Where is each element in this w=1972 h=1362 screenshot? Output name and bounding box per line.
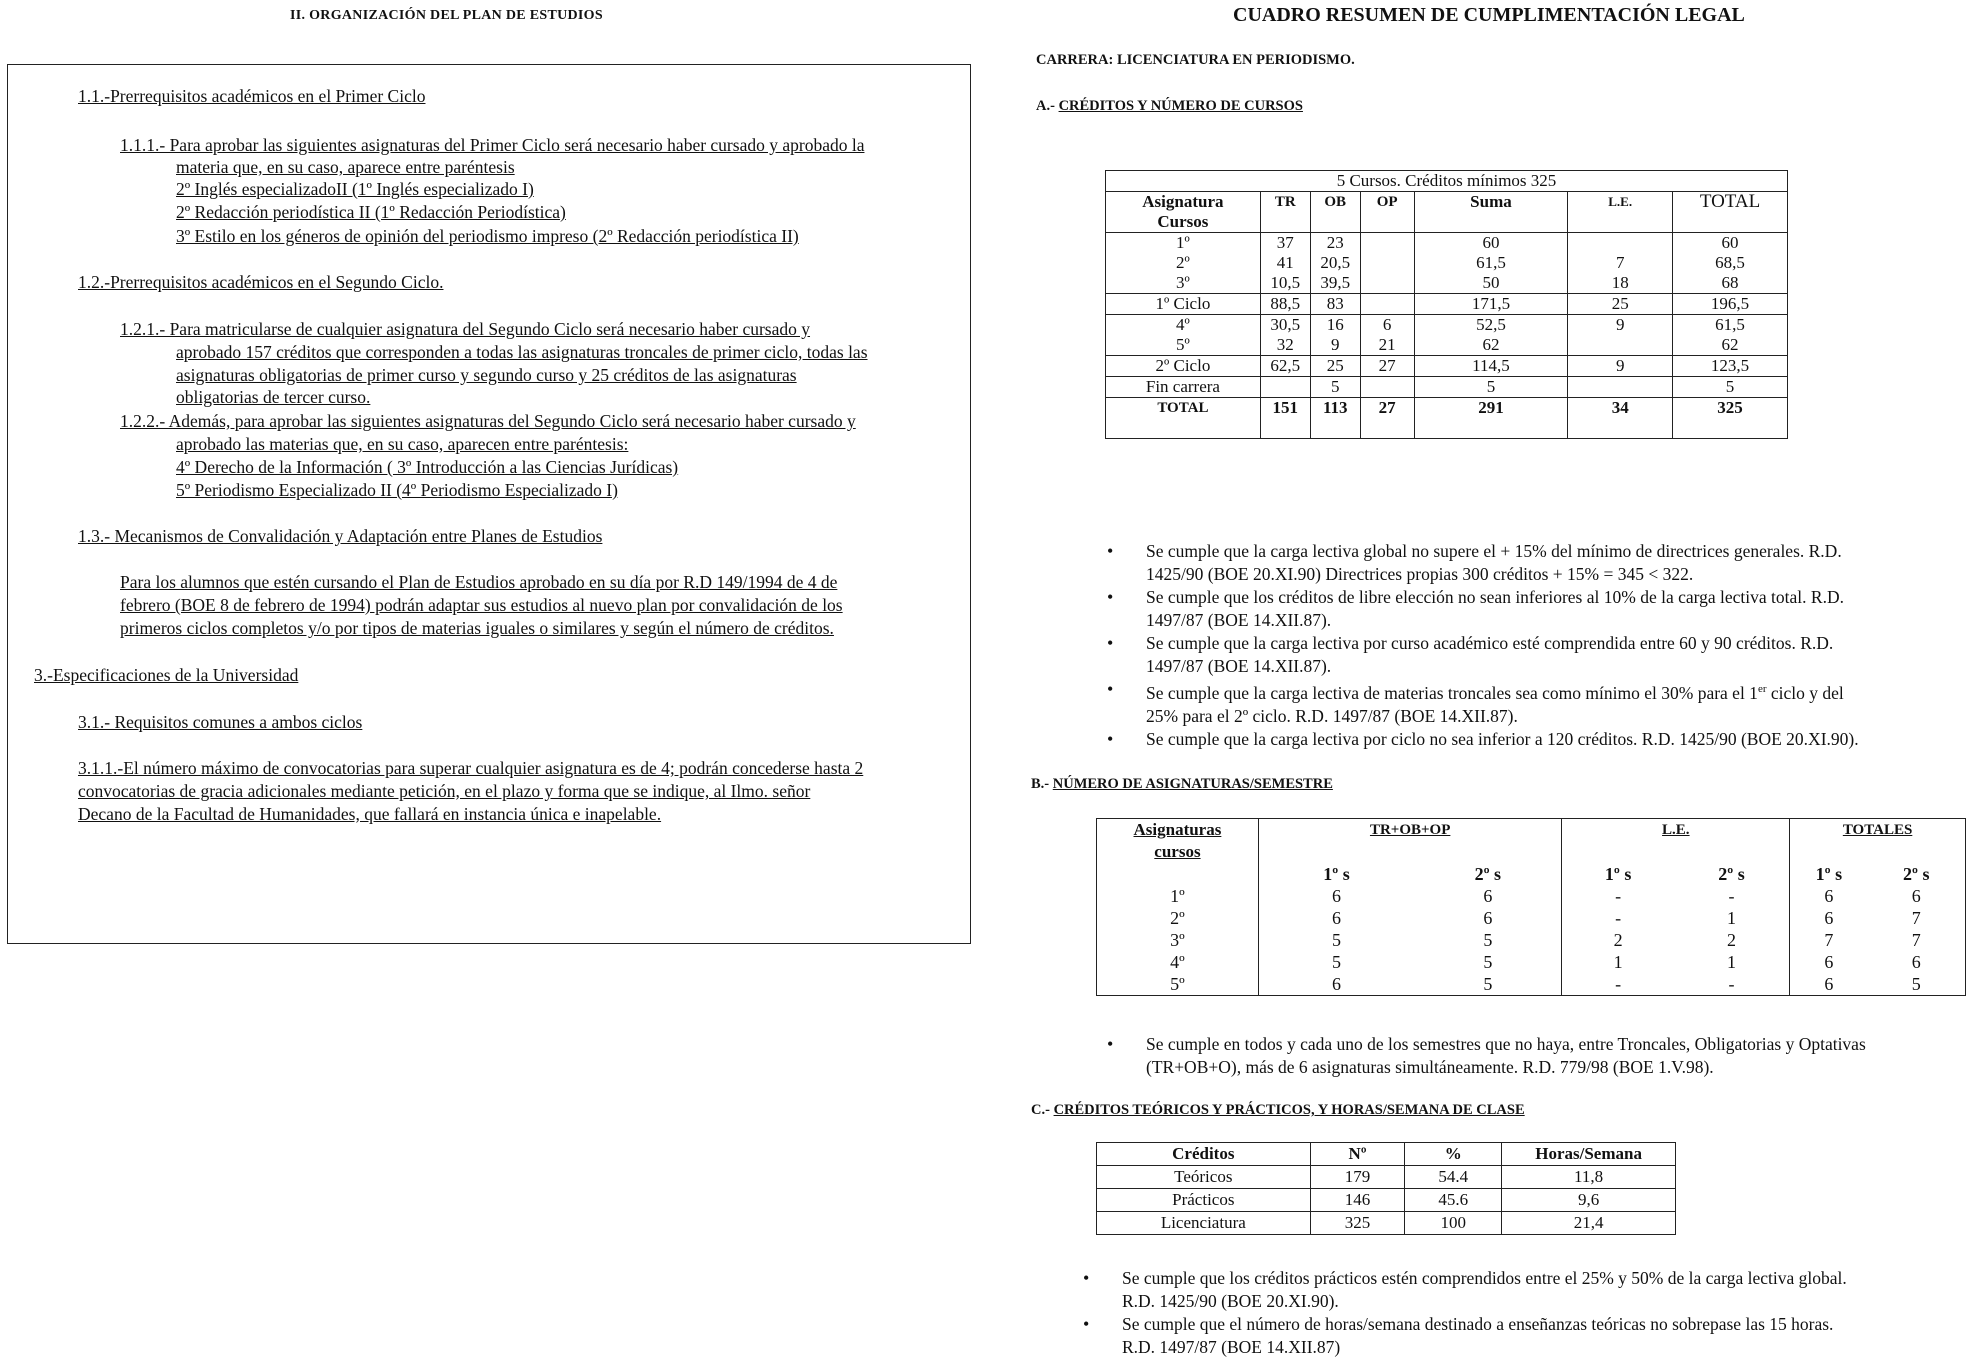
table-b-sem1: 1º s (1258, 863, 1414, 885)
table-row: Fin carrera 5 5 5 (1106, 377, 1788, 398)
section-c-bullets (1083, 1267, 1968, 1359)
right-page-title: CUADRO RESUMEN DE CUMPLIMENTACIÓN LEGAL (1233, 4, 1745, 26)
table-a-header-ob: OB (1310, 192, 1360, 233)
section-a-heading (1036, 98, 1303, 115)
table-a-header-le: L.E. (1568, 192, 1673, 233)
table-row: 2º Ciclo 62,5 25 27 114,5 9 123,5 (1106, 356, 1788, 377)
section-b-title: NÚMERO DE ASIGNATURAS/SEMESTRE (1052, 776, 1333, 792)
theory-practice-table (1096, 1142, 1676, 1235)
table-b-header-cursos: cursos (1154, 842, 1201, 861)
table-b-sem2: 2º s (1903, 864, 1930, 884)
section-1-3-line1: Para los alumnos que estén cursando el Plan de Estudios aprobado en su día por R.D 149/1994 de 4 de (120, 572, 838, 592)
section-1-3-heading: 1.3.- Mecanismos de Convalidación y Adaptación entre Planes de Estudios (78, 526, 603, 546)
table-row: Licenciatura 325 100 21,4 (1097, 1212, 1676, 1235)
table-row: 5º 6 5 - - 6 5 (1170, 974, 1921, 994)
section-a-prefix: A.- (1036, 98, 1059, 114)
section-1-3-line2: febrero (BOE 8 de febrero de 1994) podrán adaptar sus estudios al nuevo plan por convalidación de los (120, 595, 843, 615)
section-1-1-heading: 1.1.-Prerrequisitos académicos en el Primer Ciclo (78, 86, 426, 106)
credits-courses-table (1105, 170, 1788, 439)
table-row: 2º 41 20,5 61,5 7 68,5 (1106, 253, 1788, 273)
prereq-item: 2º Redacción periodística II (1º Redacción Periodística) (176, 202, 566, 222)
list-item: • Se cumple que los créditos prácticos estén comprendidos entre el 25% y 50% de la carga lectiva global. R.D. 1425/90 (BOE 20.XI.90). (1083, 1267, 1968, 1313)
carrera-line (1036, 52, 1355, 69)
table-row-total: TOTAL 151 113 27 291 34 325 (1106, 398, 1788, 439)
section-b-bullets (1107, 1033, 1967, 1079)
section-1-2-1-line1: 1.2.1.- Para matricularse de cualquier asignatura del Segundo Ciclo será necesario haber cursado y (120, 319, 811, 339)
section-b-heading (1031, 776, 1333, 793)
section-1-2-1-line3: asignaturas obligatorias de primer curso y segundo curso y 25 créditos de las asignaturas (176, 365, 797, 385)
table-row: 2º 6 6 - 1 6 7 (1170, 908, 1921, 928)
table-c-header-pct: % (1405, 1143, 1502, 1166)
subjects-semester-table (1096, 818, 1966, 996)
table-a-caption: 5 Cursos. Créditos mínimos 325 (1106, 171, 1788, 192)
section-3-heading: 3.-Especificaciones de la Universidad (34, 665, 299, 685)
table-a-header-suma: Suma (1414, 192, 1568, 233)
section-c-title: CRÉDITOS TEÓRICOS Y PRÁCTICOS, Y HORAS/SEMANA DE CLASE (1053, 1102, 1525, 1118)
table-row: Teóricos 179 54.4 11,8 (1097, 1166, 1676, 1189)
prereq-item: 4º Derecho de la Información ( 3º Introducción a las Ciencias Jurídicas) (176, 457, 679, 477)
carrera-value: LICENCIATURA EN PERIODISMO. (1116, 52, 1355, 68)
table-c-header-horas: Horas/Semana (1502, 1143, 1676, 1166)
table-b-sem1: 1º s (1562, 863, 1674, 885)
table-b-header-totales: TOTALES (1790, 819, 1966, 842)
prereq-item: 5º Periodismo Especializado II (4º Periodismo Especializado I) (176, 480, 618, 500)
prereq-item: 3º Estilo en los géneros de opinión del periodismo impreso (2º Redacción periodística II) (176, 226, 799, 246)
table-row: 3º 10,5 39,5 50 18 68 (1106, 273, 1788, 294)
list-item: • Se cumple que la carga lectiva global no supere el + 15% del mínimo de directrices generales. R.D. 1425/90 (BOE 20.XI.90) Directrices propias 300 créditos + 15% = 345 < 322. (1107, 540, 1967, 586)
section-b-prefix: B.- (1031, 776, 1053, 792)
table-row: 1º 6 6 - - 6 6 (1170, 886, 1921, 906)
section-1-2-2-line1: 1.2.2.- Además, para aprobar las siguientes asignaturas del Segundo Ciclo será necesario haber cursado y (120, 411, 856, 431)
list-item: • Se cumple que los créditos de libre elección no sean inferiores al 10% de la carga lectiva total. R.D. 1497/87 (BOE 14.XII.87). (1107, 586, 1967, 632)
section-1-1-1-line2: materia que, en su caso, aparece entre paréntesis (176, 157, 515, 177)
table-b-sem2: 2º s (1474, 864, 1502, 884)
list-item: • Se cumple que la carga lectiva por ciclo no sea inferior a 120 créditos. R.D. 1425/90 (BOE 20.XI.90). (1107, 728, 1967, 751)
section-3-1-1-line2: convocatorias de gracia adicionales mediante petición, en el plazo y forma que se indique, al Ilmo. señor (78, 781, 811, 801)
table-row: Prácticos 146 45.6 9,6 (1097, 1189, 1676, 1212)
table-b-sem2: 2º s (1718, 864, 1745, 884)
table-a-header-op: OP (1360, 192, 1414, 233)
section-1-2-heading: 1.2.-Prerrequisitos académicos en el Segundo Ciclo. (78, 272, 444, 292)
section-c-prefix: C.- (1031, 1102, 1054, 1118)
section-1-2-1-line2: aprobado 157 créditos que corresponden a todas las asignaturas troncales de primer ciclo, todas las (176, 342, 868, 362)
section-1-1-1-line1: 1.1.1.- Para aprobar las siguientes asignaturas del Primer Ciclo será necesario haber cursado y aprobado la (120, 135, 865, 155)
table-row: 1º Ciclo 88,5 83 171,5 25 196,5 (1106, 294, 1788, 315)
table-a-header-total: TOTAL (1673, 192, 1788, 233)
table-b-header-asignaturas: Asignaturas (1133, 820, 1222, 839)
table-a-header-tr: TR (1260, 192, 1310, 233)
table-row: 4º 5 5 1 1 6 6 (1170, 952, 1921, 972)
section-3-1-1-line1: 3.1.1.-El número máximo de convocatorias para superar cualquier asignatura es de 4; podrán concederse hasta 2 (78, 758, 864, 778)
table-a-header-asignatura: Asignatura Cursos (1106, 192, 1261, 233)
section-a-title: CRÉDITOS Y NÚMERO DE CURSOS (1058, 98, 1303, 114)
list-item: • Se cumple que la carga lectiva de materias troncales sea como mínimo el 30% para el 1er ciclo y del 25% para el 2º ciclo. R.D. 1497/87 (BOE 14.XII.87). (1107, 678, 1967, 728)
section-1-3-line3: primeros ciclos completos y/o por tipos de materias iguales o similares y según el número de créditos. (120, 618, 834, 638)
section-3-1-heading: 3.1.- Requisitos comunes a ambos ciclos (78, 712, 363, 732)
table-row: 4º 30,5 16 6 52,5 9 61,5 (1106, 315, 1788, 336)
section-c-heading (1031, 1102, 1525, 1119)
table-row: 5º 32 9 21 62 62 (1106, 335, 1788, 356)
left-page-title: II. ORGANIZACIÓN DEL PLAN DE ESTUDIOS (290, 8, 603, 23)
list-item: • Se cumple que el número de horas/semana destinado a enseñanzas teóricas no sobrepase las 15 horas. R.D. 1497/87 (BOE 14.XII.87) (1083, 1313, 1968, 1359)
table-b-sem1: 1º s (1790, 863, 1868, 885)
table-b-header-le: L.E. (1562, 819, 1790, 842)
section-3-1-1-line3: Decano de la Facultad de Humanidades, que fallará en instancia única e inapelable. (78, 804, 662, 824)
table-row: 3º 5 5 2 2 7 7 (1170, 930, 1921, 950)
section-a-bullets (1107, 540, 1967, 751)
carrera-label: CARRERA: (1036, 52, 1117, 68)
table-c-header-n: Nº (1310, 1143, 1405, 1166)
prereq-item: 2º Inglés especializadoII (1º Inglés especializado I) (176, 179, 534, 199)
table-c-header-creditos: Créditos (1097, 1143, 1311, 1166)
section-1-2-1-line4: obligatorias de tercer curso. (176, 387, 371, 407)
section-1-2-2-line2: aprobado las materias que, en su caso, aparecen entre paréntesis: (176, 434, 629, 454)
table-row: 1º 37 23 60 60 (1106, 233, 1788, 254)
list-item: • Se cumple en todos y cada uno de los semestres que no haya, entre Troncales, Obligatorias y Optativas (TR+OB+O), más de 6 asignaturas simultáneamente. R.D. 779/98 (BOE 1.V.98). (1107, 1033, 1967, 1079)
list-item: • Se cumple que la carga lectiva por curso académico esté comprendida entre 60 y 90 créditos. R.D. 1497/87 (BOE 14.XII.87). (1107, 632, 1967, 678)
table-b-header-tr-ob-op: TR+OB+OP (1258, 819, 1562, 842)
